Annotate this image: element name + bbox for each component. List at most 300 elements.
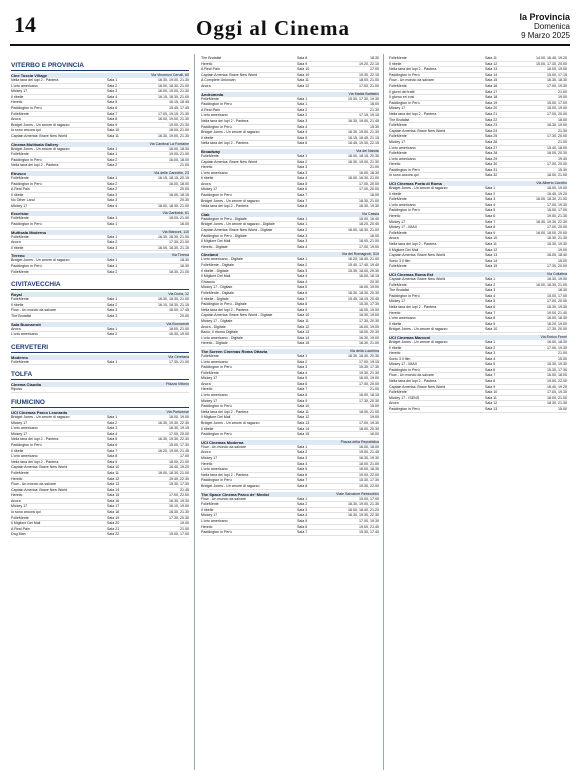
newspaper-name: la Provincia [519,12,570,22]
screen-number: Sala 4 [297,274,308,279]
showtimes: 16.30, 19.15 [169,426,189,431]
screen-number: Sala 2 [107,240,118,245]
showtimes: 18.30, 21.30 [547,236,567,241]
film-title: Mickey 17 - IMAX [389,362,418,367]
screen-number: Sala 7 [485,310,496,315]
screen-number: Sala 3 [297,456,308,460]
showtimes: 16.00 [370,193,379,198]
screen-number: Sala 5 [107,100,118,105]
showtimes: 15.00, 17.00 [359,496,379,501]
screen-number: Sala 11 [297,318,309,323]
screen-number: Sala 5 [297,518,308,523]
film-title: A Real Pain [201,107,220,112]
screen-number: Sala 9 [297,307,308,312]
film-title: Paddington in Perù [201,365,232,370]
showtimes: 17.30, 21.00 [169,240,189,245]
listing-row [11,246,189,252]
showtimes: 16.30, 19.30, 22.30 [158,437,189,442]
film-title: Nella tana dei lupi 2 - Pantera [201,118,249,123]
screen-number: Sala 15 [297,341,310,346]
showtimes: 15.00, 17.30, 20.00 [536,61,567,66]
cinema-address: Via dei Romagnoli, 515 [341,252,379,257]
film-title: L'orto americano [11,83,38,88]
region-heading: CERVETERI [11,338,189,353]
showtimes: 16.00, 18.40 [547,253,567,258]
film-title: L'orto americano [389,202,416,207]
screen-number: Sala 2 [485,191,496,196]
showtimes: 17.30, 20.00 [547,134,567,139]
region-heading: FIUMICINO [11,393,189,408]
showtimes: 18.30 [180,258,189,263]
showtimes: 15.30, 17.40 [359,530,379,535]
showtimes: 16.00, 18.40, 21.20 [348,507,379,512]
cinema-name: Sala Buonarroti [11,321,41,327]
screen-number [107,387,131,392]
film-title: A Real Pain [11,187,30,192]
film-title: Il ribelle [11,192,24,197]
cinema-address: Viale Salvatore Rebecchini [336,491,379,496]
film-title: L'orto americano [389,145,416,150]
cinema-address: Via Ceretana [168,354,189,359]
showtimes: 16.00, 18.30, 21.00 [158,83,189,88]
cinema-name: UCI Cinemas Moderna [201,439,244,445]
film-title: L'orto americano [11,426,38,431]
film-title: Captain America: Brave New World - Digitale [201,313,273,318]
showtimes: 16.00, 19.00 [547,67,567,72]
screen-number: Sala 3 [297,239,308,244]
film-title: Bridget Jones - Un amore di ragazzo [201,421,260,426]
cinema-name: Tirreno [11,253,25,259]
screen-number: Sala 1 [297,96,308,101]
showtimes: 15.00, 16.40 [359,216,379,221]
region-heading: TOLFA [11,365,189,380]
showtimes: 20.00 [180,314,189,318]
film-title: Il Migliore Dei Mali [201,415,231,420]
film-title: Paddington in Perù [389,100,420,105]
screen-number: Sala 8 [297,483,308,488]
film-title: Mickey 17 [11,89,28,94]
film-title: Paddington in Perù [11,222,42,227]
film-title: Il ribelle [11,94,24,99]
film-title: Nella tana dei lupi 2 - Pantera [201,307,249,312]
film-title: Paddington in Perù - Digitale [201,216,247,221]
screen-number: Sala 2 [107,157,118,162]
listing-row [201,204,379,210]
showtimes: 19.30, 21.30 [359,370,379,375]
film-title: L'orto americano [11,454,38,459]
screen-number: Sala 3 [297,268,308,273]
header-rule [10,44,570,46]
film-title: Paddington in Perù [201,478,232,483]
showtimes: 15.40, 17.40, 19.40 [348,263,379,267]
film-title: L'orto americano [389,316,416,321]
showtimes: 16.30, 19.00, 21.30 [348,130,379,135]
screen-number: Sala 7 [297,198,308,203]
film-title: Captain America: Brave New World [11,133,68,138]
showtimes: 17.30, 20.00 [547,264,567,269]
film-title: Nella tana dei lupi 2 - Pantera [389,67,437,72]
showtimes: 15.45, 18.15, 20.45 [348,296,379,301]
showtimes: 17.30, 21.00 [169,359,189,364]
film-title: Heretic [11,493,23,498]
film-title: FolleMente [11,515,29,520]
showtimes: 18.30 [558,288,567,293]
film-title: FolleMente [201,96,219,101]
showtimes: 17.00, 19.30 [359,421,379,426]
showtimes: 16.30, 19.30 [359,204,379,209]
screen-number: Sala 5 [297,467,308,472]
masthead [519,13,570,40]
film-title: FolleMente [201,370,219,375]
film-title: Sonic 3 Il film [389,258,411,263]
film-title: FolleMente [11,234,29,239]
screen-number: Sala 7 [107,448,118,453]
screen-number: Sala 30 [485,162,498,167]
screen-number: Sala 22 [107,532,120,537]
showtimes: 16.30, 19.30, 22.30 [348,513,379,518]
film-title: FolleMente [201,153,219,158]
film-title: Captain America: Brave New World [389,384,446,389]
showtimes: 16.30, 18.30 [547,78,567,83]
showtimes: 16.00, 19.00 [547,186,567,191]
listings-column-2 [201,56,379,768]
listing-row [201,341,379,347]
screen-number: Sala 18 [485,95,498,100]
screen-number: Sala 4 [485,202,496,207]
film-title: Heretic [11,100,23,105]
cinema-address: Via Buonarroti [166,321,189,326]
film-title: Il ribelle [201,135,214,140]
showtimes: 19.20, 22.10 [359,61,379,66]
film-title: Paddington in Perù [201,432,232,437]
listings-column-1 [11,56,189,768]
film-title: FolleMente [201,502,219,507]
screen-number: Sala 3 [297,170,308,175]
screen-number: Sala 9 [485,230,496,235]
region-heading: VITERBO E PROVINCIA [11,56,189,71]
screen-number: Sala 3 [297,365,308,370]
film-title: Riposo [11,387,23,392]
screen-number: Sala 1 [297,216,308,221]
showtimes: 19.00, 22.00 [359,472,379,477]
screen-number: Sala 5 [485,299,496,304]
screen-number: Sala 9 [107,122,118,127]
film-title: Mickey 17 - Digitale [201,285,233,290]
film-title: Il giorno eri così [389,95,415,100]
showtimes: 16.20, 19.00, 21.45 [158,448,189,453]
showtimes: 16.15, 18.15, 20.15 [158,175,189,180]
cinema-address: Via Mattia Battistini [348,91,379,96]
screen-number: Sala 13 [485,407,498,412]
screen-number: Sala 11 [297,409,309,414]
screen-number: Sala 26 [485,139,498,144]
film-title: Io sono ancora qui [11,128,41,133]
film-title: Bridget Jones - Un amore di ragazzo [11,258,70,263]
film-title: FolleMente - Digitale [201,263,234,267]
film-title: Heretic [389,214,401,219]
cinema-name: Etrusco [11,170,26,176]
showtimes: 16.30, 19.00, 21.30 [348,159,379,164]
film-title: Bridget Jones - Un amore di ragazzo [389,186,448,191]
listing-row [201,245,379,251]
film-title: Mickey 17 [201,513,218,518]
film-title: FolleMente [11,359,29,364]
screen-number: Sala 6 [297,187,308,192]
cinema-name: Cinema Claudio [11,382,42,388]
issue-date: 9 Marzo 2025 [521,31,570,40]
film-title: FolleMente [389,197,407,202]
cinema-name: Andromeda [201,91,224,97]
film-title: The Brutalist [11,314,32,318]
film-title: Paddington in Perù [389,167,420,172]
screen-number: Sala 6 [297,472,308,477]
screen-number: Sala 6 [107,105,118,110]
showtimes: 15.00 [558,407,567,412]
showtimes: 18.00, 21.00 [169,216,189,221]
film-title: The Brutalist [201,56,222,60]
screen-number: Sala 3 [107,89,118,94]
screen-number: Sala 2 [297,107,308,112]
film-title: Bridget Jones - Un amore di ragazzo [389,327,448,332]
screen-number: Sala 10 [485,390,498,395]
screen-number: Sala 4 [297,130,308,135]
film-title: Il ribelle [389,321,402,326]
showtimes: 16.00, 18.30 [359,170,379,175]
screen-number: Sala 9 [485,384,496,389]
showtimes: 19.00 [180,521,189,526]
showtimes: 16.00, 18.00 [169,157,189,162]
film-title: Bridget Jones - Un amore di ragazzo [201,130,260,135]
showtimes: 17.00, 20.00 [547,162,567,167]
screen-number: Sala 16 [107,498,120,503]
screen-number: Sala 12 [485,401,498,406]
film-title: Nella tana dei lupi 2 - Pantera [11,437,59,442]
film-title: Nella tana dei lupi 2 - Pantera [389,304,437,309]
screen-number: Sala 13 [107,482,120,487]
showtimes: 17.00, 22.00 [169,493,189,498]
film-title: Paddington in Perù - Digitale [201,302,247,307]
film-title: Il Migliore Dei Mali [389,247,419,252]
film-title: FolleMente [389,134,407,139]
showtimes: 16.15, 18.45, 21.15 [348,135,379,140]
film-title: Captain America: Brave New World [201,159,258,164]
film-title: FolleMente [11,470,29,475]
showtimes: 18.00, 21.00 [547,395,567,400]
showtimes: 19.00, 21.00 [169,152,189,157]
screen-number: Sala 8 [485,225,496,230]
showtimes: 18.00, 21.00 [169,459,189,464]
cinema-address: Via Vincenzo Cerulli, 60 [150,73,189,77]
showtimes: 15.00, 17.15 [547,72,567,77]
screen-number: Sala 15 [485,264,498,269]
showtimes: 17.00, 20.00 [169,431,189,436]
screen-number: Sala 14 [297,335,310,340]
film-title: FolleMente [11,111,29,116]
film-title: Anora [389,236,399,241]
showtimes: 16.30, 19.00, 21.30 [158,133,189,138]
showtimes: 19.40, 22.30 [169,476,189,481]
showtimes: 19.00, 21.45 [359,450,379,455]
film-title: Mickey 17 [201,187,218,192]
film-title: FolleMente [11,152,29,157]
film-title: A Real Pain [201,67,220,72]
showtimes: 17.00, 20.00 [359,187,379,192]
showtimes: 16.00, 18.15 [359,274,379,279]
screen-number: Sala 1 [107,297,118,302]
cinema-name: Cineland [201,252,218,258]
screen-number: Sala 22 [485,117,498,122]
film-title: Sonic 3 Il film [389,356,411,361]
showtimes: 16.30, 19.00, 21.30 [348,502,379,507]
screen-number: Sala 9 [297,398,308,403]
film-title: Mickey 17 [389,139,406,144]
cinema-name: Excelsior [11,211,29,217]
screen-number: Sala 19 [107,515,120,520]
screen-number: Sala 7 [297,478,308,483]
film-title: Flow - Un mondo da salvare [389,78,434,83]
screen-number: Sala 2 [107,187,118,192]
showtimes: 15.00 [558,258,567,263]
showtimes: 19.00 [558,247,567,252]
screen-number: Sala 4 [297,461,308,466]
screen-number: Sala 10 [485,236,498,241]
screen-number: Sala 14 [297,426,310,431]
film-title: Mickey 17 - ISENS [389,395,420,400]
showtimes: 19.30, 22.00 [359,483,379,488]
screen-number: Sala 1 [297,153,308,158]
film-title: Bridget Jones - Un amore di ragazzo [11,122,70,127]
cinema-name: Cinema Multisala Gallery [11,141,59,147]
showtimes: 14.00, 16.40, 19.20 [536,56,567,60]
screen-number: Sala 1 [107,146,118,151]
film-title: FolleMente [389,230,407,235]
showtimes: 18.20, 20.40 [359,222,379,227]
screen-number: Sala 1 [107,222,118,227]
screen-number: Sala 1 [297,257,308,262]
screen-number: Sala 2 [107,83,118,88]
screen-number: Sala 19 [485,100,498,105]
screen-number: Sala 8 [297,56,308,60]
cinema-address: Via delle Cannelle, 23 [154,170,189,175]
cinema-address: Via Portuense [166,409,189,414]
showtimes: 15.00, 17.30 [169,442,189,447]
listing-row [11,222,189,228]
screen-number: Sala 1 [107,234,118,239]
cinema-name: The Space Cinema Parco de' Medici [201,491,270,497]
screen-number: Sala 4 [297,513,308,518]
showtimes: 15.45, 17.45 [169,105,189,110]
film-title: Captain America: Brave New World [11,487,68,492]
showtimes: 18.30 [370,56,379,60]
film-title: Il ribelle [11,245,24,250]
showtimes: 16.30, 18.30, 20.30 [348,290,379,295]
showtimes: 16.30, 19.00 [547,276,567,281]
screen-number: Sala 3 [297,165,308,170]
showtimes: 16.00, 18.00 [547,373,567,378]
showtimes: 15.30, 17.30 [547,367,567,372]
film-title: Anora [11,326,21,331]
showtimes: 17.00, 19.30 [547,390,567,395]
showtimes: 21.00 [180,526,189,531]
showtimes: 18.00, 21.00 [359,239,379,244]
film-title: Anora [11,240,21,245]
film-title: Heretic [389,351,401,356]
film-title: Anora [11,498,21,503]
screen-number: Sala 5 [485,208,496,213]
cinema-address: Via Garibaldi, 61 [162,211,189,216]
screen-number: Sala 5 [297,135,308,140]
showtimes: 16.00, 18.00, 20.00 [536,230,567,235]
film-title: Mickey 17 [389,106,406,111]
film-title: Il ribelle [389,61,402,66]
listings-column-3 [389,56,567,768]
screen-number: Sala 5 [485,362,496,367]
film-title: Paddington in Perù [201,530,232,535]
film-title: Heretic [11,476,23,481]
showtimes: 16.00, 19.00 [359,285,379,290]
film-title: Paddington in Perù [11,105,42,110]
showtimes: 16.00, 18.30 [359,467,379,472]
showtimes: 19.40 [558,156,567,161]
showtimes: 19.00, 21.30 [547,214,567,219]
showtimes: 17.00, 19.30 [547,345,567,350]
screen-number: Sala 11 [107,133,119,138]
showtimes: 16.40, 19.20 [169,465,189,470]
showtimes: 16.00, 18.15 [169,192,189,197]
screen-number: Sala 7 [297,193,308,198]
showtimes: 21.45 [180,487,189,492]
listing-row [201,432,379,438]
film-title: FolleMente [389,282,407,287]
showtimes: 16.30 [180,264,189,269]
screen-number: Sala 1 [485,276,496,281]
screen-number: Sala 8 [297,204,308,209]
screen-number: Sala 10 [297,67,310,72]
film-title: Captain America: Brave New World [389,276,446,281]
showtimes: 21.00 [370,165,379,170]
screen-number: Sala 1 [107,152,118,157]
showtimes: 16.30, 19.30, 22.30 [158,420,189,425]
screen-number: Sala 11 [485,395,497,400]
film-title: Il ribelle [389,191,402,196]
film-title: FolleMente [11,175,29,180]
film-title: Mickey 17 [11,431,28,436]
film-title: Heretic [389,162,401,167]
screen-number: Sala 6 [297,381,308,386]
film-title: Anora [201,181,211,186]
film-title: A Real Pain [11,526,30,531]
screen-number: Sala 8 [297,393,308,398]
film-title: FolleMente [389,123,407,128]
screen-number: Sala 23 [485,123,498,128]
film-title: Il ribelle [11,302,24,307]
film-title: L'orto americano [201,170,228,175]
showtimes: 15.00, 17.00 [547,100,567,105]
screen-number: Sala 4 [297,370,308,375]
screen-number: Sala 6 [297,524,308,529]
screen-number: Sala 2 [297,502,308,507]
film-title: A Complete Unknown [201,78,236,83]
film-title: Bridget Jones - Un amore di ragazzo - Digitale [201,222,275,227]
cinema-name: Multisala Moderno [11,229,47,235]
film-title: Paddington in Perù [201,124,232,129]
showtimes: 17.30, 20.30 [359,318,379,323]
screen-number: Sala 3 [107,245,118,250]
screen-number: Sala 15 [107,493,120,498]
showtimes: 19.00, 22.00 [547,379,567,384]
screen-number: Sala 8 [297,302,308,307]
film-title: Heretic [201,165,213,170]
